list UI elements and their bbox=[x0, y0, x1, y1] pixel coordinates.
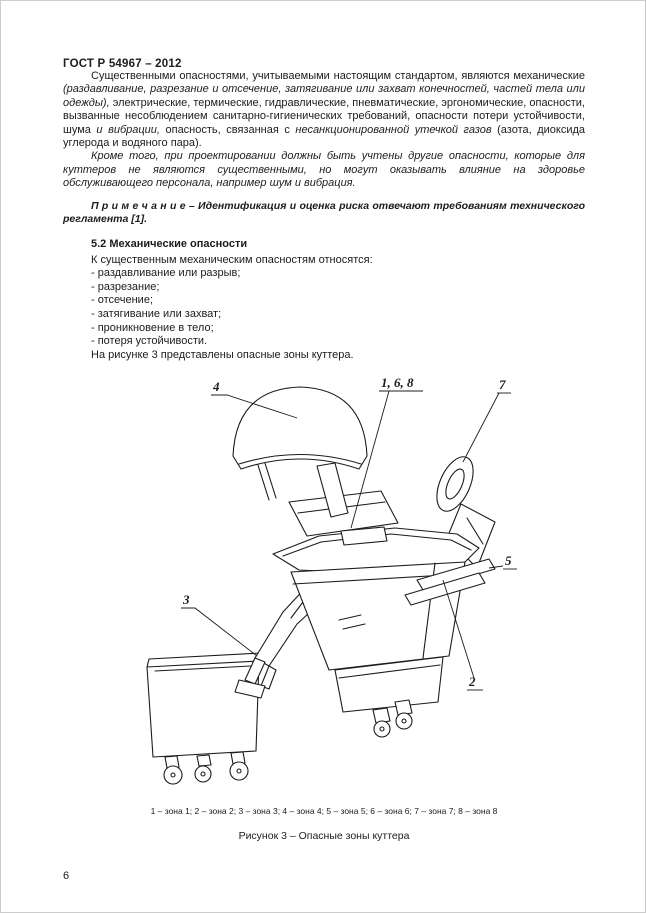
callout-label-1-6-8: 1, 6, 8 bbox=[381, 375, 414, 391]
p1-seg6: несанкционированной утечкой газов bbox=[295, 123, 492, 136]
figure-3 bbox=[63, 372, 585, 842]
page-content bbox=[63, 58, 585, 842]
list-item: - разрезание; bbox=[91, 280, 160, 293]
hazard-list bbox=[63, 254, 585, 363]
p1-seg1: Существенными опасностями, учитываемыми настоящим стандартом, являются механические bbox=[91, 70, 585, 82]
callout-label-3: 3 bbox=[183, 592, 190, 608]
paragraph-other-hazards: Кроме того, при проектировании должны быть учтены другие опасности, которые для куттеров не являются существенными, но могут оказывать влияние на здоровье обслуживающего персонала, например шум и вибрация. bbox=[63, 150, 585, 190]
figure-intro: На рисунке 3 представлены опасные зоны куттера. bbox=[91, 348, 354, 361]
section-heading-5-2: 5.2 Механические опасности bbox=[91, 237, 248, 250]
p1-seg4: и вибрации, bbox=[96, 123, 160, 136]
page-number: 6 bbox=[63, 870, 70, 882]
p1-seg7: (азота, диоксида углерода и водяного пара). bbox=[63, 123, 586, 150]
p1-seg2: (раздавливание, разрезание и отсечение, затягивание или захват конечностей, частей тела или одежды), bbox=[63, 83, 585, 109]
callout-label-2: 2 bbox=[469, 674, 476, 690]
standard-number-header: ГОСТ Р 54967 – 2012 bbox=[63, 58, 182, 70]
note-paragraph: П р и м е ч а н и е – Идентификация и оценка риска отвечают требованиям технического регламента [1]. bbox=[63, 199, 585, 225]
p1-seg3: электрические, термические, гидравлические, пневматические, эргономические, опасности, вызванные несоблюдением санитарно-гигиенических требований, опасности потери устойчивости, шума bbox=[63, 96, 585, 136]
callout-label-4: 4 bbox=[213, 379, 220, 395]
paragraph-hazards bbox=[63, 70, 585, 150]
trolley bbox=[147, 653, 261, 784]
list-item: - раздавливание или разрыв; bbox=[91, 267, 241, 280]
list-item: - затягивание или захват; bbox=[91, 308, 222, 321]
list-item: - потеря устойчивости. bbox=[91, 335, 208, 348]
list-item: - проникновение в тело; bbox=[91, 321, 214, 334]
figure-legend: 1 – зона 1; 2 – зона 2; 3 – зона 3; 4 – зона 4; 5 – зона 5; 6 – зона 6; 7 – зона 7; 8 – зона 8 bbox=[150, 806, 498, 817]
cutter-danger-zones-diagram bbox=[133, 372, 603, 796]
list-item: - отсечение; bbox=[91, 294, 154, 307]
callout-label-5: 5 bbox=[505, 553, 512, 569]
callout-label-7: 7 bbox=[499, 377, 506, 393]
figure-caption: Рисунок 3 – Опасные зоны куттера bbox=[238, 830, 410, 843]
dome-cover bbox=[233, 387, 367, 469]
list-intro: К существенным механическим опасностям относятся: bbox=[91, 253, 373, 266]
p1-seg5: опасность, связанная с bbox=[159, 123, 296, 136]
